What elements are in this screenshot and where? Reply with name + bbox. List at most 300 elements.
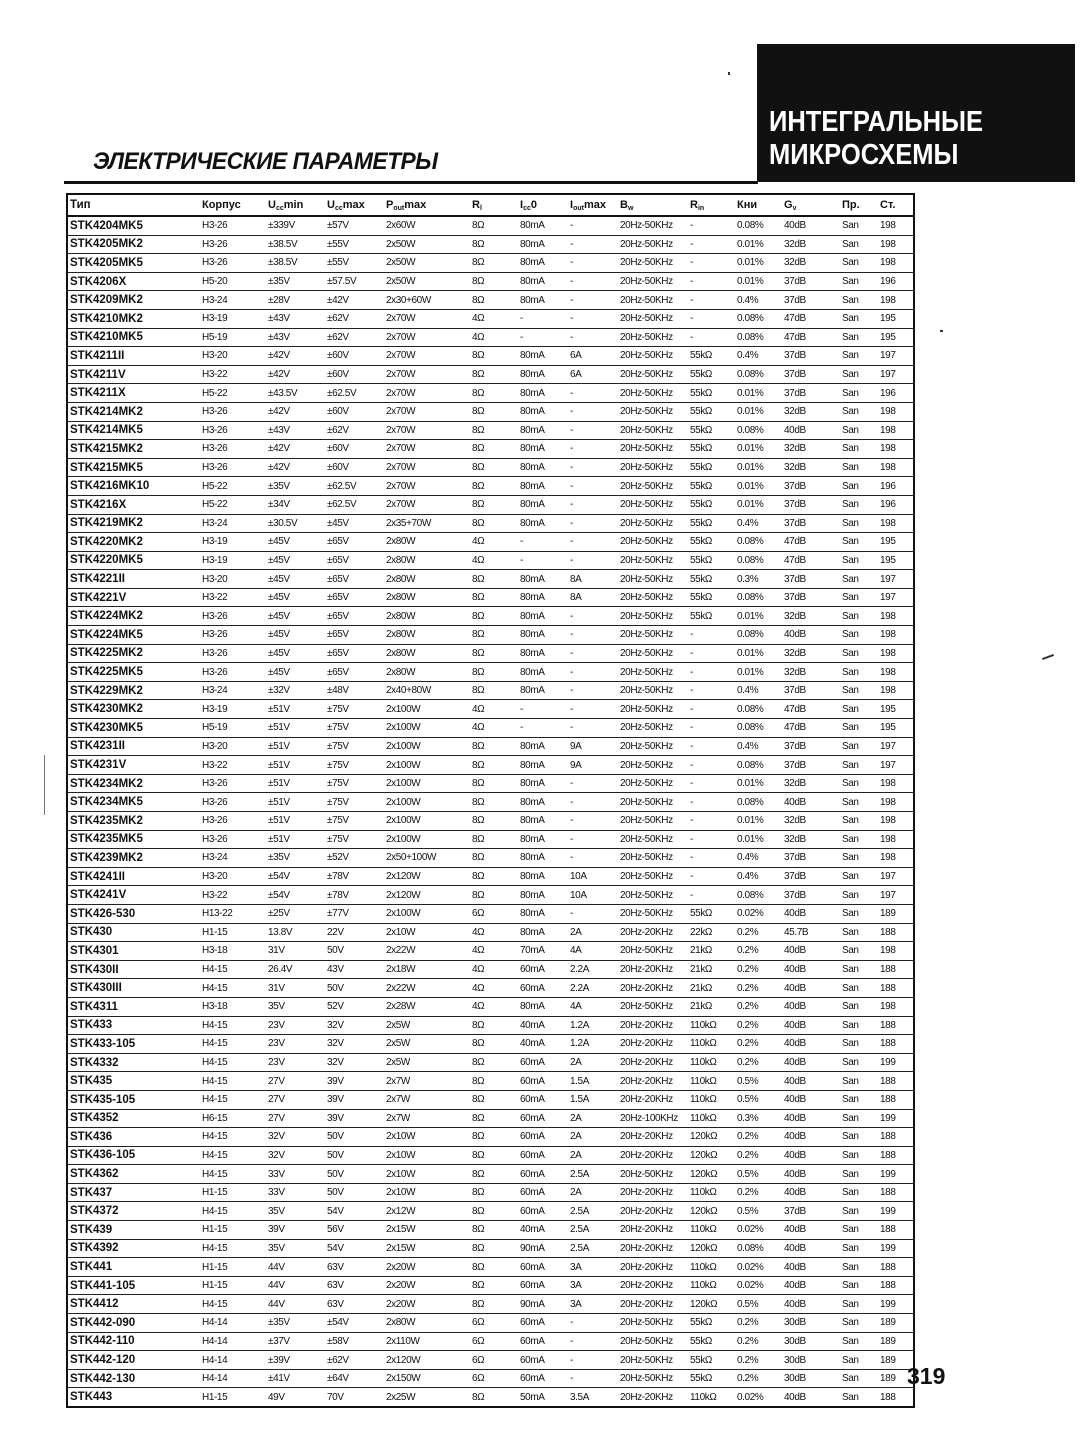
table-cell: - — [570, 778, 573, 790]
table-cell: 2.5A — [570, 1205, 589, 1217]
table-cell: H3-26 — [202, 815, 228, 827]
table-cell: San — [842, 685, 859, 697]
table-cell: 0.08% — [737, 220, 764, 232]
table-cell: 4A — [570, 945, 582, 957]
table-cell: 2x80W — [386, 536, 416, 548]
table-row — [68, 366, 913, 385]
table-cell: 33V — [268, 1168, 285, 1180]
table-cell: ±339V — [268, 220, 295, 232]
table-cell: ±65V — [327, 592, 349, 604]
table-cell: 110kΩ — [690, 1261, 717, 1273]
table-cell: San — [842, 629, 859, 641]
table-cell: H3-22 — [202, 889, 228, 901]
table-cell: H3-26 — [202, 406, 228, 418]
table-cell: 27V — [268, 1075, 285, 1087]
table-cell: 4Ω — [472, 1001, 485, 1013]
table-cell: 2x25W — [386, 1391, 416, 1403]
table-cell: 20Hz-50KHz — [620, 685, 673, 697]
table-cell: 8Ω — [472, 889, 485, 901]
table-cell: 198 — [880, 647, 896, 659]
table-cell: 3A — [570, 1261, 582, 1273]
table-cell: 50V — [327, 1168, 344, 1180]
table-cell: 8Ω — [472, 1112, 485, 1124]
table-cell: 37dB — [784, 1205, 806, 1217]
table-cell: H3-24 — [202, 685, 228, 697]
table-cell: 32dB — [784, 238, 806, 250]
table-cell: 2x100W — [386, 778, 421, 790]
table-cell: 2x10W — [386, 926, 416, 938]
table-cell: 0.4% — [737, 740, 759, 752]
table-cell: San — [842, 1187, 859, 1199]
part-number-cell: STK4220MK2 — [70, 535, 143, 548]
table-cell: - — [520, 536, 523, 548]
table-cell: 20Hz-50KHz — [620, 1317, 673, 1329]
table-cell: 2x12W — [386, 1205, 416, 1217]
table-cell: 55kΩ — [690, 443, 712, 455]
table-cell: San — [842, 350, 859, 362]
table-row — [68, 1091, 913, 1110]
table-cell: 6Ω — [472, 908, 485, 920]
table-cell: 2x30+60W — [386, 294, 431, 306]
part-number-cell: STK4221V — [70, 591, 127, 604]
table-cell: 0.5% — [737, 1168, 759, 1180]
table-cell: 2x10W — [386, 1168, 416, 1180]
table-cell: 0.01% — [737, 462, 764, 474]
table-cell: 198 — [880, 945, 896, 957]
table-cell: ±51V — [268, 722, 290, 734]
table-cell: 23V — [268, 1057, 285, 1069]
table-cell: H5-20 — [202, 276, 228, 288]
table-cell: 70V — [327, 1391, 344, 1403]
title-rule — [64, 181, 758, 184]
table-cell: 2.2A — [570, 982, 589, 994]
table-cell: 0.08% — [737, 554, 764, 566]
part-number-cell: STK430III — [70, 982, 122, 995]
table-cell: 2x20W — [386, 1261, 416, 1273]
table-cell: 80mA — [520, 908, 545, 920]
table-cell: H4-15 — [202, 1075, 228, 1087]
table-cell: 8Ω — [472, 592, 485, 604]
table-cell: 80mA — [520, 852, 545, 864]
column-header — [472, 199, 520, 212]
table-row — [68, 1072, 913, 1091]
table-cell: 37dB — [784, 759, 806, 771]
part-number-cell: STK4225MK2 — [70, 647, 143, 660]
table-cell: 20Hz-50KHz — [620, 1373, 673, 1385]
table-cell: 21kΩ — [690, 1001, 712, 1013]
table-cell: 32V — [268, 1131, 285, 1143]
chapter-title — [769, 106, 983, 172]
table-cell: 20Hz-50KHz — [620, 1168, 673, 1180]
part-number-cell: STK430II — [70, 963, 119, 976]
part-number-cell: STK4235MK2 — [70, 814, 143, 827]
table-cell: H3-19 — [202, 313, 228, 325]
table-cell: 197 — [880, 573, 896, 585]
column-header-subscript: cc — [275, 204, 284, 212]
table-cell: 197 — [880, 871, 896, 883]
table-cell: 37dB — [784, 592, 806, 604]
table-cell: H3-26 — [202, 778, 228, 790]
table-cell: 199 — [880, 1205, 896, 1217]
table-cell: - — [570, 220, 573, 232]
table-cell: 2x70W — [386, 387, 416, 399]
table-cell: - — [690, 220, 693, 232]
table-cell: 20Hz-20KHz — [620, 1298, 673, 1310]
table-cell: - — [570, 238, 573, 250]
table-cell: 21kΩ — [690, 964, 712, 976]
table-cell: 20Hz-50KHz — [620, 703, 673, 715]
table-cell: 188 — [880, 1038, 896, 1050]
table-cell: H3-26 — [202, 833, 228, 845]
column-header — [570, 199, 620, 212]
table-cell: H3-19 — [202, 536, 228, 548]
table-cell: 40dB — [784, 1038, 806, 1050]
table-cell: 0.5% — [737, 1075, 759, 1087]
table-cell: 8Ω — [472, 778, 485, 790]
table-cell: - — [690, 685, 693, 697]
table-cell: H3-26 — [202, 610, 228, 622]
part-number-cell: STK441 — [70, 1261, 113, 1274]
table-cell: 39V — [327, 1075, 344, 1087]
table-cell: San — [842, 740, 859, 752]
table-cell: 44V — [268, 1261, 285, 1273]
table-cell: San — [842, 1149, 859, 1161]
table-row — [68, 1035, 913, 1054]
table-cell: 60mA — [520, 1317, 545, 1329]
table-row — [68, 1202, 913, 1221]
table-row — [68, 793, 913, 812]
table-cell: 55kΩ — [690, 462, 712, 474]
table-cell: San — [842, 796, 859, 808]
table-cell: - — [570, 1373, 573, 1385]
table-cell: 0.01% — [737, 610, 764, 622]
table-cell: 0.2% — [737, 1038, 759, 1050]
table-cell: 80mA — [520, 387, 545, 399]
table-cell: 2A — [570, 1112, 582, 1124]
table-cell: San — [842, 554, 859, 566]
table-cell: H3-20 — [202, 573, 228, 585]
column-header-main: Тип — [70, 199, 91, 211]
table-cell: 2x22W — [386, 945, 416, 957]
table-cell: 20Hz-50KHz — [620, 1001, 673, 1013]
table-cell: 1.2A — [570, 1038, 589, 1050]
table-cell: 198 — [880, 666, 896, 678]
table-cell: - — [690, 703, 693, 715]
table-cell: ±45V — [268, 554, 290, 566]
table-cell: 2x80W — [386, 629, 416, 641]
table-cell: ±45V — [268, 592, 290, 604]
table-cell: - — [570, 387, 573, 399]
table-cell: ±45V — [268, 666, 290, 678]
table-cell: 2x15W — [386, 1242, 416, 1254]
table-cell: 55kΩ — [690, 1317, 712, 1329]
table-cell: H3-24 — [202, 294, 228, 306]
table-cell: 20Hz-50KHz — [620, 331, 673, 343]
table-cell: ±43.5V — [268, 387, 298, 399]
table-row — [68, 998, 913, 1017]
table-cell: 49V — [268, 1391, 285, 1403]
table-cell: 20Hz-50KHz — [620, 294, 673, 306]
table-cell: H3-26 — [202, 424, 228, 436]
table-cell: ±57.5V — [327, 276, 357, 288]
table-cell: 196 — [880, 499, 896, 511]
table-cell: 20Hz-50KHz — [620, 220, 673, 232]
table-cell: 8Ω — [472, 1187, 485, 1199]
table-cell: H3-24 — [202, 517, 228, 529]
table-cell: - — [690, 666, 693, 678]
table-cell: - — [690, 276, 693, 288]
table-cell: ±75V — [327, 722, 349, 734]
part-number-cell: STK4231V — [70, 759, 127, 772]
table-cell: San — [842, 499, 859, 511]
table-cell: 60mA — [520, 964, 545, 976]
part-number-cell: STK430 — [70, 926, 113, 939]
table-cell: 80mA — [520, 276, 545, 288]
table-cell: ±60V — [327, 369, 349, 381]
table-cell: 189 — [880, 1373, 896, 1385]
table-cell: ±62V — [327, 424, 349, 436]
part-number-cell: STK437 — [70, 1186, 113, 1199]
table-cell: H3-22 — [202, 592, 228, 604]
table-cell: H3-26 — [202, 257, 228, 269]
table-cell: 80mA — [520, 778, 545, 790]
table-cell: H3-18 — [202, 1001, 228, 1013]
part-number-cell: STK443 — [70, 1391, 113, 1404]
table-cell: 40dB — [784, 1224, 806, 1236]
table-cell: 4Ω — [472, 536, 485, 548]
table-cell: 80mA — [520, 424, 545, 436]
table-cell: 2x120W — [386, 871, 421, 883]
scan-speck — [1042, 654, 1054, 660]
column-header-main: P — [386, 198, 394, 211]
table-cell: 6Ω — [472, 1373, 485, 1385]
table-cell: 80mA — [520, 759, 545, 771]
table-cell: San — [842, 1391, 859, 1403]
table-cell: ±62V — [327, 331, 349, 343]
table-cell: 198 — [880, 610, 896, 622]
table-cell: ±48V — [327, 685, 349, 697]
table-cell: 2x100W — [386, 908, 421, 920]
table-cell: ±41V — [268, 1373, 290, 1385]
table-cell: 189 — [880, 1335, 896, 1347]
table-cell: 110kΩ — [690, 1094, 717, 1106]
table-cell: 0.3% — [737, 573, 759, 585]
table-cell: ±25V — [268, 908, 290, 920]
table-cell: 52V — [327, 1001, 344, 1013]
table-cell: ±54V — [268, 871, 290, 883]
column-header — [268, 199, 327, 212]
table-cell: ±35V — [268, 1317, 290, 1329]
part-number-cell: STK4220MK5 — [70, 554, 143, 567]
table-cell: ±55V — [327, 257, 349, 269]
table-cell: 2x120W — [386, 1354, 421, 1366]
table-cell: - — [690, 647, 693, 659]
table-cell: 20Hz-20KHz — [620, 1280, 673, 1292]
table-cell: - — [690, 629, 693, 641]
table-cell: San — [842, 945, 859, 957]
table-cell: 188 — [880, 1149, 896, 1161]
table-cell: H4-15 — [202, 1057, 228, 1069]
table-cell: 20Hz-20KHz — [620, 964, 673, 976]
table-cell: - — [520, 703, 523, 715]
table-cell: 60mA — [520, 1075, 545, 1087]
table-row — [68, 347, 913, 366]
table-cell: 20Hz-20KHz — [620, 1094, 673, 1106]
table-cell: 37dB — [784, 685, 806, 697]
table-cell: 8Ω — [472, 1131, 485, 1143]
part-number-cell: STK4224MK2 — [70, 610, 143, 623]
table-cell: 8Ω — [472, 1224, 485, 1236]
table-cell: 0.02% — [737, 1391, 764, 1403]
table-cell: San — [842, 462, 859, 474]
column-header-main: R — [472, 198, 480, 211]
table-cell: 50mA — [520, 1391, 545, 1403]
table-cell: 2x7W — [386, 1094, 410, 1106]
table-cell: San — [842, 852, 859, 864]
table-cell: 0.01% — [737, 666, 764, 678]
table-cell: San — [842, 815, 859, 827]
table-cell: 2x70W — [386, 499, 416, 511]
table-cell: San — [842, 220, 859, 232]
table-cell: San — [842, 573, 859, 585]
table-cell: San — [842, 889, 859, 901]
table-cell: ±60V — [327, 406, 349, 418]
table-cell: 60mA — [520, 1168, 545, 1180]
table-cell: 20Hz-20KHz — [620, 1019, 673, 1031]
table-cell: 80mA — [520, 647, 545, 659]
part-number-cell: STK4412 — [70, 1298, 119, 1311]
table-cell: - — [570, 610, 573, 622]
column-header — [386, 199, 472, 212]
table-cell: 189 — [880, 908, 896, 920]
part-number-cell: STK4311 — [70, 1000, 118, 1013]
table-cell: 8Ω — [472, 480, 485, 492]
table-row — [68, 422, 913, 441]
table-cell: H4-15 — [202, 1038, 228, 1050]
table-cell: 2x70W — [386, 406, 416, 418]
table-cell: 22kΩ — [690, 926, 712, 938]
column-header-main: U — [268, 198, 276, 211]
table-cell: 198 — [880, 238, 896, 250]
table-cell: ±75V — [327, 703, 349, 715]
table-cell: 20Hz-50KHz — [620, 666, 673, 678]
table-row — [68, 979, 913, 998]
table-cell: ±75V — [327, 833, 349, 845]
column-header-subscript: cc — [334, 204, 343, 212]
table-cell: 2.5A — [570, 1242, 589, 1254]
table-cell: 37dB — [784, 573, 806, 585]
table-cell: 0.2% — [737, 945, 759, 957]
table-cell: H4-14 — [202, 1354, 228, 1366]
table-cell: 40dB — [784, 1131, 806, 1143]
table-cell: H1-15 — [202, 1187, 228, 1199]
table-cell: 8Ω — [472, 1205, 485, 1217]
table-cell: H1-15 — [202, 1261, 228, 1273]
table-cell: 56V — [327, 1224, 344, 1236]
table-cell: 110kΩ — [690, 1391, 717, 1403]
table-row — [68, 775, 913, 794]
table-cell: 8Ω — [472, 406, 485, 418]
table-cell: 1.5A — [570, 1075, 589, 1087]
table-cell: 40dB — [784, 1149, 806, 1161]
table-row — [68, 589, 913, 608]
table-cell: 23V — [268, 1019, 285, 1031]
table-cell: - — [690, 238, 693, 250]
part-number-cell: STK442-090 — [70, 1316, 136, 1329]
table-row — [68, 1054, 913, 1073]
table-cell: 8Ω — [472, 1019, 485, 1031]
table-cell: 60mA — [520, 1112, 545, 1124]
section-title: ЭЛЕКТРИЧЕСКИЕ ПАРАМЕТРЫ — [93, 148, 438, 175]
table-row — [68, 1110, 913, 1129]
table-cell: 40dB — [784, 1075, 806, 1087]
table-cell: 20Hz-20KHz — [620, 1224, 673, 1236]
table-cell: ±65V — [327, 647, 349, 659]
table-cell: H5-19 — [202, 331, 228, 343]
table-cell: 23V — [268, 1038, 285, 1050]
table-cell: - — [520, 331, 523, 343]
table-cell: H5-22 — [202, 499, 228, 511]
table-cell: H3-20 — [202, 350, 228, 362]
table-cell: 30dB — [784, 1354, 806, 1366]
column-header — [690, 199, 737, 212]
table-cell: 55kΩ — [690, 573, 712, 585]
table-cell: 55kΩ — [690, 424, 712, 436]
part-number-cell: STK4241V — [70, 889, 127, 902]
table-cell: ±75V — [327, 796, 349, 808]
table-cell: 37dB — [784, 276, 806, 288]
table-cell: H3-26 — [202, 443, 228, 455]
table-cell: 50V — [327, 1149, 344, 1161]
table-cell: 6A — [570, 369, 582, 381]
table-cell: 0.01% — [737, 833, 764, 845]
table-row — [68, 756, 913, 775]
table-cell: 8Ω — [472, 1149, 485, 1161]
part-number-cell: STK4221II — [70, 573, 125, 586]
part-number-cell: STK442-130 — [70, 1372, 136, 1385]
table-cell: H3-22 — [202, 369, 228, 381]
table-cell: 20Hz-50KHz — [620, 350, 673, 362]
table-cell: 60mA — [520, 1057, 545, 1069]
table-cell: 0.01% — [737, 778, 764, 790]
table-cell: 2x10W — [386, 1187, 416, 1199]
table-cell: H4-15 — [202, 1168, 228, 1180]
table-row — [68, 291, 913, 310]
table-cell: - — [570, 424, 573, 436]
table-cell: 189 — [880, 1317, 896, 1329]
table-cell: 8Ω — [472, 387, 485, 399]
table-row — [68, 273, 913, 292]
table-cell: H4-14 — [202, 1317, 228, 1329]
table-cell: 37dB — [784, 871, 806, 883]
table-cell: 20Hz-50KHz — [620, 387, 673, 399]
part-number-cell: STK4206X — [70, 275, 127, 288]
table-cell: 110kΩ — [690, 1187, 717, 1199]
table-cell: 188 — [880, 1280, 896, 1292]
part-number-cell: STK439 — [70, 1223, 113, 1236]
table-cell: San — [842, 369, 859, 381]
table-cell: ±51V — [268, 833, 290, 845]
table-cell: 20Hz-50KHz — [620, 276, 673, 288]
table-cell: H3-26 — [202, 462, 228, 474]
table-row — [68, 868, 913, 887]
table-cell: 198 — [880, 257, 896, 269]
table-row — [68, 719, 913, 738]
table-cell: 8Ω — [472, 443, 485, 455]
table-cell: San — [842, 1335, 859, 1347]
table-cell: 8Ω — [472, 1242, 485, 1254]
table-cell: 40dB — [784, 945, 806, 957]
